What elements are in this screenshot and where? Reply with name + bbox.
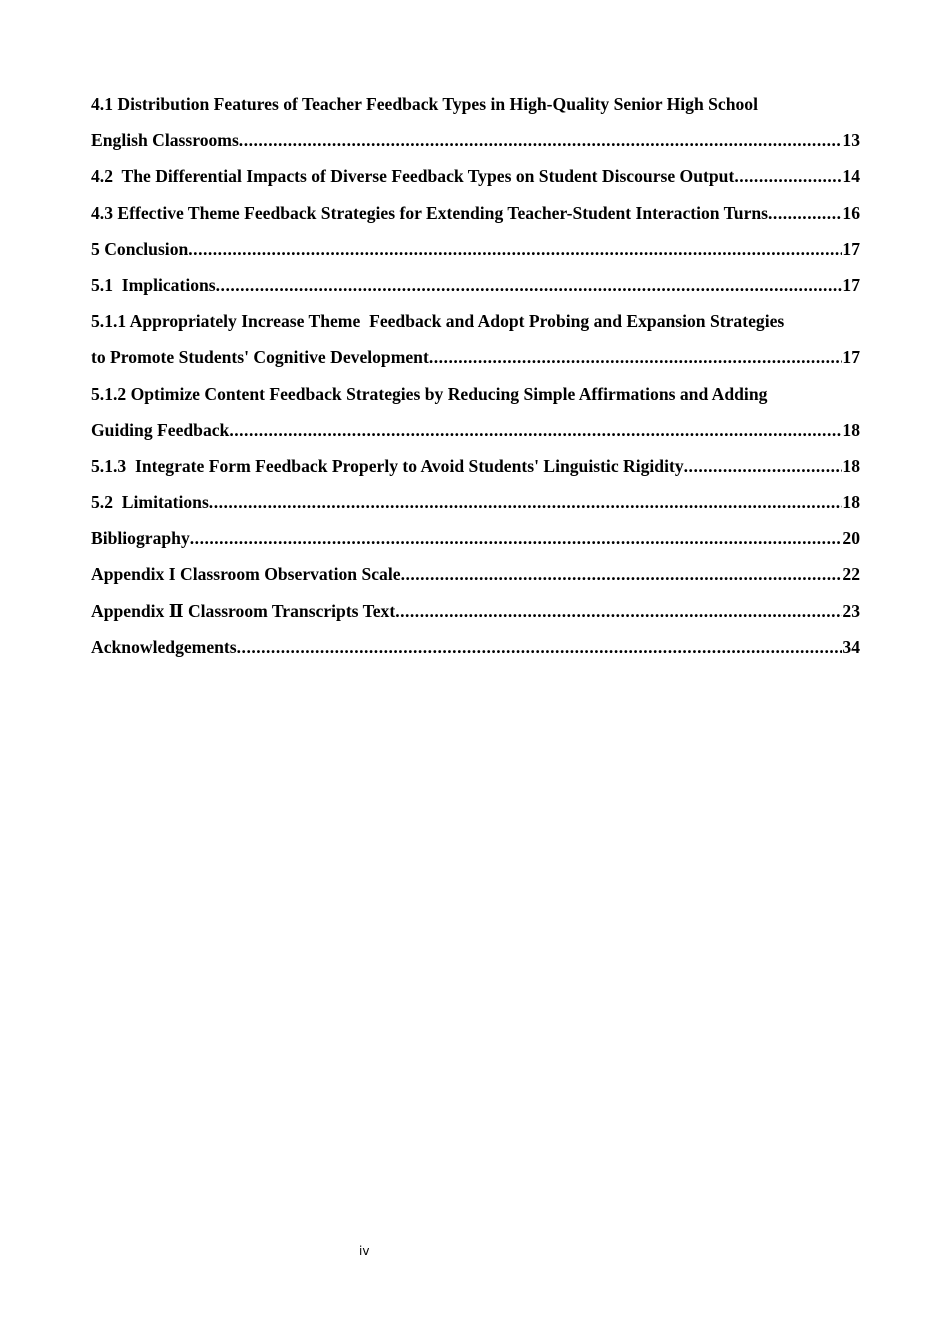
toc-entry-page: 23 <box>842 600 860 621</box>
toc-entry[interactable] <box>91 520 860 556</box>
toc-entry-title: 5.1.1 Appropriately Increase Theme Feedback and Adopt Probing and Expansion Strategies <box>91 311 785 332</box>
toc-entry[interactable] <box>91 231 860 267</box>
toc-entry-page: 18 <box>842 492 860 513</box>
toc-entry-page: 13 <box>842 130 860 151</box>
toc-entry[interactable] <box>91 629 860 665</box>
toc-leader-dots <box>229 412 842 448</box>
toc-entry[interactable] <box>91 267 860 303</box>
toc-entry-page: 34 <box>842 636 860 657</box>
toc-entry-title: English Classrooms <box>91 130 239 151</box>
toc-entry-page: 17 <box>842 274 860 295</box>
table-of-contents <box>91 86 860 665</box>
toc-leader-dots <box>684 448 843 484</box>
toc-entry[interactable] <box>91 195 860 231</box>
toc-leader-dots <box>239 122 843 158</box>
toc-leader-dots <box>188 231 842 267</box>
toc-entry-title: 4.3 Effective Theme Feedback Strategies for Extending Teacher-Student Interaction Turns <box>91 202 769 223</box>
toc-entry-title: 5.2 Limitations <box>91 492 209 513</box>
toc-entry-title: Appendix I Classroom Observation Scale <box>91 564 401 585</box>
toc-leader-dots <box>190 520 843 556</box>
toc-entry-title: Bibliography <box>91 528 190 549</box>
toc-entry-page: 14 <box>842 166 860 187</box>
toc-entry[interactable] <box>91 448 860 484</box>
toc-leader-dots <box>734 158 842 194</box>
toc-entry-title: 4.2 The Differential Impacts of Diverse Feedback Types on Student Discourse Output <box>91 166 735 187</box>
toc-entry[interactable] <box>91 484 860 520</box>
toc-entry-title: to Promote Students' Cognitive Development <box>91 347 429 368</box>
toc-entry-page: 22 <box>842 564 860 585</box>
toc-entry[interactable] <box>91 412 860 448</box>
toc-entry-page: 17 <box>842 238 860 259</box>
toc-entry-title: 4.1 Distribution Features of Teacher Feedback Types in High-Quality Senior High School <box>91 94 758 114</box>
page-number: iv <box>359 1244 370 1258</box>
toc-leader-dots <box>216 267 843 303</box>
toc-entry[interactable] <box>91 339 860 375</box>
toc-leader-dots <box>237 629 843 665</box>
toc-leader-dots <box>401 556 843 592</box>
toc-entry[interactable] <box>91 556 860 592</box>
toc-entry-title: Appendix Ⅱ Classroom Transcripts Text <box>91 600 396 621</box>
toc-entry[interactable] <box>91 122 860 158</box>
toc-entry-title: 5 Conclusion <box>91 238 189 259</box>
toc-entry-title: 5.1.2 Optimize Content Feedback Strategies by Reducing Simple Affirmations and Adding <box>91 383 768 404</box>
toc-entry-title: Acknowledgements <box>91 636 237 657</box>
toc-entry-page: 20 <box>842 528 860 549</box>
toc-entry[interactable] <box>91 593 860 629</box>
toc-entry-title: Guiding Feedback <box>91 419 230 440</box>
toc-entry-page: 16 <box>842 202 860 223</box>
toc-entry[interactable] <box>91 303 860 339</box>
toc-leader-dots <box>209 484 843 520</box>
toc-entry-title: 5.1 Implications <box>91 274 216 295</box>
toc-leader-dots <box>395 593 842 629</box>
toc-leader-dots <box>768 195 842 231</box>
toc-entry[interactable] <box>91 376 860 412</box>
toc-leader-dots <box>429 339 843 375</box>
toc-entry[interactable] <box>91 158 860 194</box>
toc-entry-page: 18 <box>842 419 860 440</box>
toc-entry-title: 5.1.3 Integrate Form Feedback Properly to Avoid Students' Linguistic Rigidity <box>91 455 684 476</box>
toc-entry[interactable] <box>91 86 860 122</box>
toc-entry-page: 18 <box>842 455 860 476</box>
toc-entry-page: 17 <box>842 347 860 368</box>
